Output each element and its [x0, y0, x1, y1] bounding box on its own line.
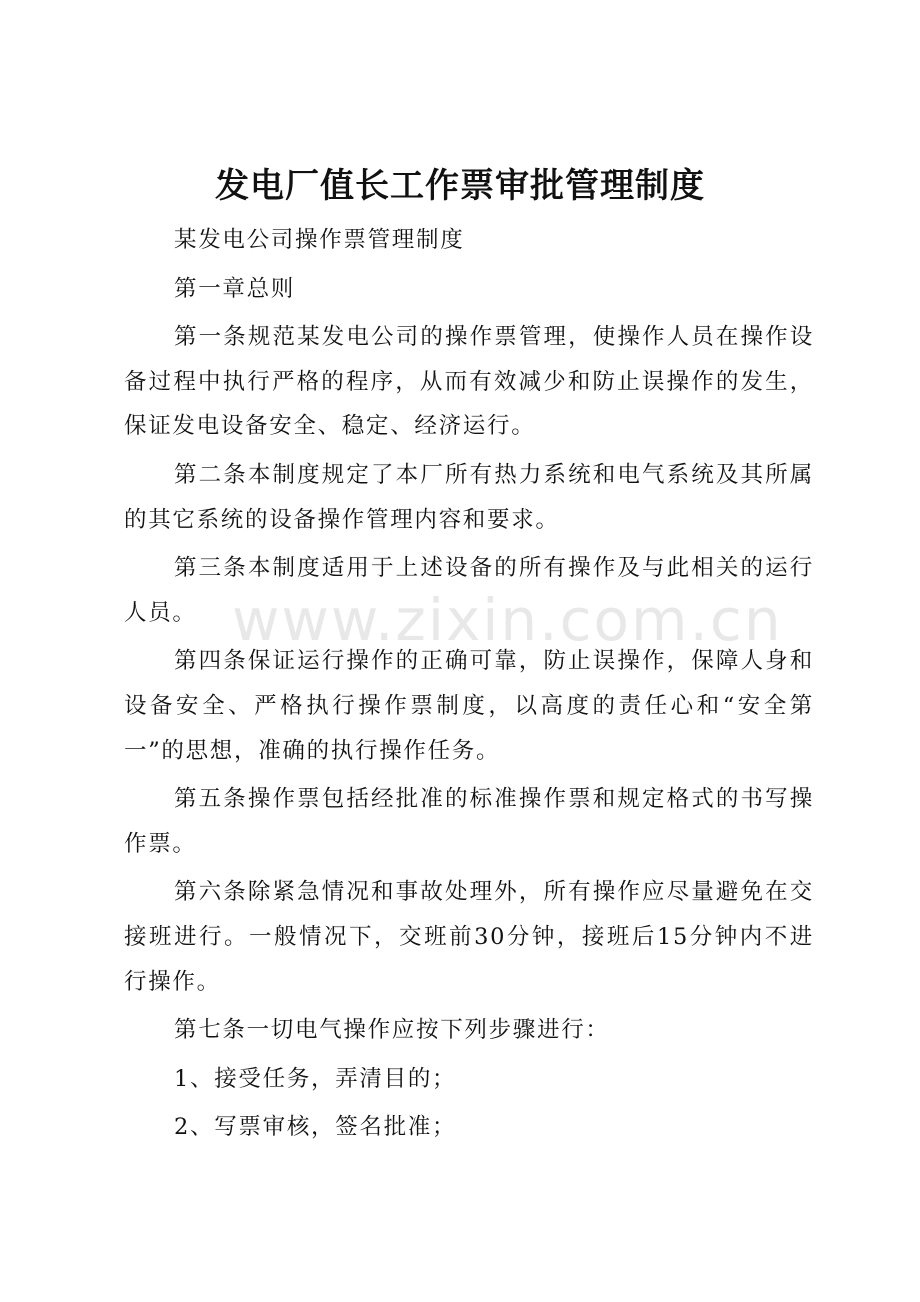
- document-body: [124, 218, 814, 1154]
- document-title: 发电厂值长工作票审批管理制度: [215, 166, 705, 206]
- list-item-step-1: 1、接受任务，弄清目的；: [174, 1065, 457, 1092]
- paragraph-article-1: 第一条规范某发电公司的操作票管理，使操作人员在操作设备过程中执行严格的程序，从而有效减少和防止误操作的发生，保证发电设备安全、稳定、经济运行。: [124, 324, 814, 440]
- paragraph-article-3: 第三条本制度适用于上述设备的所有操作及与此相关的运行人员。: [124, 555, 814, 626]
- paragraph-chapter-heading: 第一章总则: [174, 275, 296, 302]
- paragraph-article-2: 第二条本制度规定了本厂所有热力系统和电气系统及其所属的其它系统的设备操作管理内容和要求。: [124, 461, 814, 533]
- paragraph-article-4: 第四条保证运行操作的正确可靠，防止误操作，保障人身和设备安全、严格执行操作票制度，以高度的责任心和“安全第一”的思想，准确的执行操作任务。: [124, 648, 814, 764]
- paragraph-article-5: 第五条操作票包括经批准的标准操作票和规定格式的书写操作票。: [124, 786, 814, 857]
- watermark-text: www.zixin.com.cn: [232, 586, 783, 654]
- paragraph-article-7: 第七条一切电气操作应按下列步骤进行：: [174, 1017, 610, 1044]
- paragraph-subtitle: 某发电公司操作票管理制度: [174, 227, 465, 253]
- paragraph-article-6: 第六条除紧急情况和事故处理外，所有操作应尽量避免在交接班进行。一般情况下，交班前30分钟，接班后15分钟内不进行操作。: [124, 879, 814, 995]
- list-item-step-2: 2、写票审核，签名批准；: [174, 1114, 457, 1141]
